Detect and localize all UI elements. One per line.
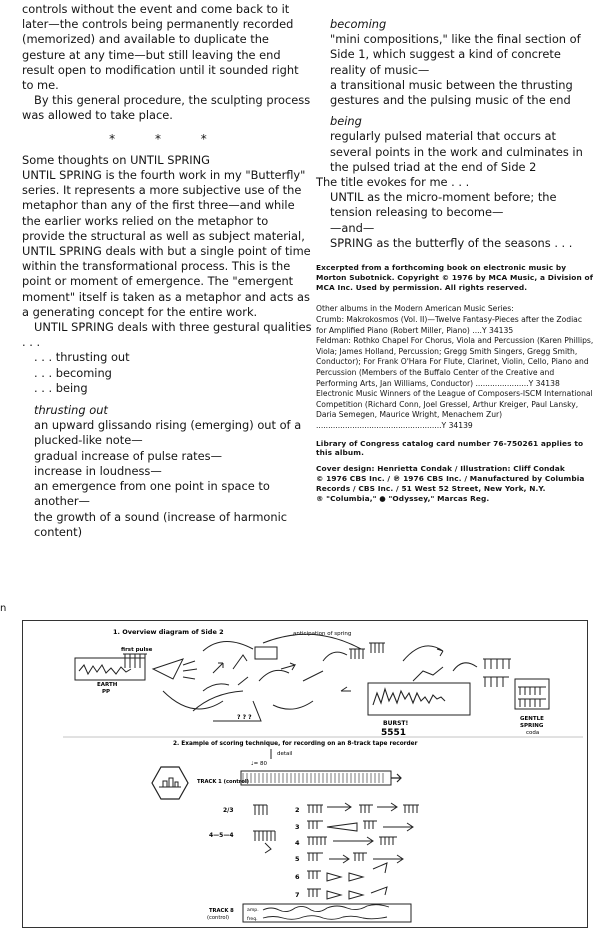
section-heading: Some thoughts on UNTIL SPRING [22,152,210,167]
thrusting-item-5: the growth of a sound (increase of harmonic content) [34,509,288,539]
paragraph-controls: controls without the event and come back to it later—the controls being permanently recorded (memorized) and available to duplicate the gesture at any time—but still leaving the end result open to modification until it sounded right to me. [22,2,299,93]
copyright-line: © 1976 CBS Inc. / ℗ 1976 CBS Inc. / Manufactured by Columbia Records / CBS Inc. / 51 West 52 Street, New York, N.Y. [316,473,585,493]
freq-label: freq. [247,917,258,922]
evokes-item-3: SPRING as the butterfly of the seasons . . . [330,235,573,250]
other-albums-heading: Other albums in the Modern American Music Series: [316,304,514,314]
track-num-7: 7 [295,891,300,899]
pulse-combs [349,643,511,687]
thrusting-item-1: an upward glissando rising (emerging) out of a plucked-like note— [34,418,302,448]
album-crumb: Crumb: Makrokosmos (Vol. II)—Twelve Fantasy-Pieces after the Zodiac for Amplified Piano (Robert Miller, Piano) ....Y 34135 [316,315,583,335]
amp-curve [263,905,389,912]
pp-label: PP [102,689,111,695]
stray-character: n [0,603,7,614]
quality-being: . . . being [34,380,88,395]
track1-label: TRACK 1 (control) [197,779,250,785]
first-pulse-comb [123,654,147,668]
subheading-being: being [330,114,362,129]
section-divider: * * * [109,131,225,146]
left-column [22,0,312,540]
tempo-label: ♩= 80 [251,761,267,767]
paragraph-until-spring: UNTIL SPRING is the fourth work in my "Butterfly" series. It represents a more subjective use of the metaphor than any of the first three—and while the earlier works relied on the metaphor to provide the structural as well as subject material, UNTIL SPRING deals with but a single point of time within the transformational process. This is the point or moment of emergence. The "emergent moment" itself is taken as a metaphor and acts as a generating concept for the entire work. [22,168,311,319]
burst-number: 5551 [381,728,407,738]
detail-label: detail [277,751,293,757]
scoring-heading: 2. Example of scoring technique, for recording on an 8-track tape recorder [173,741,418,747]
burst-box [368,683,470,715]
spring-label: SPRING [520,723,544,729]
track1-ticks [243,773,383,783]
excerpt-note: Excerpted from a forthcoming book on electronic music by Morton Subotnick. Copyright © 1976 by MCA Music, a Division of MCA Inc. Used by permission. All rights reserved. [316,263,594,292]
quality-becoming: . . . becoming [34,365,112,380]
evokes-item-2: —and— [330,220,375,235]
ratio-2-3: 2/3 [223,807,234,814]
overview-heading: 1. Overview diagram of Side 2 [113,628,224,636]
gentle-label: GENTLE [520,716,544,722]
track-num-6: 6 [295,873,300,881]
ratio-4-5-4: 4—5—4 [209,832,234,839]
subheading-becoming: becoming [330,17,387,31]
track-num-5: 5 [295,855,300,863]
thrusting-item-3: increase in loudness— [34,463,162,478]
being-item-1: regularly pulsed material that occurs at several points in the work and culminates in the pulsed triad at the end of Side 2 [330,129,583,174]
paragraph-qualities: UNTIL SPRING deals with three gestural qualities . . . [22,320,312,350]
score-notation [253,803,419,899]
becoming-item-1: "mini compositions," like the final section of Side 1, which suggest a kind of concrete reality of music— [330,32,581,77]
cover-credit: Cover design: Henrietta Condak / Illustration: Cliff Condak [316,464,565,474]
title-evokes: The title evokes for me . . . [316,175,470,190]
skyline-icon [159,778,181,787]
score-diagram [22,620,588,928]
thrusting-item-2: gradual increase of pulse rates— [34,448,222,463]
evokes-item-1: UNTIL as the micro-moment before; the tension releasing to become— [330,190,557,220]
track8-label: TRACK 8 [209,908,234,914]
amp-label: amp. [247,908,259,913]
right-column [316,0,594,503]
anticipation-label: anticipation of spring [293,631,352,637]
hexagon-icon [152,767,188,799]
gesture-cluster [153,641,351,711]
track1-arrow [391,774,401,782]
subheading-thrusting-out: thrusting out [34,403,108,418]
coda-pulses [518,687,546,707]
track-num-4: 4 [295,839,300,847]
paragraph-procedure: By this general procedure, the sculpting process was allowed to take place. [22,93,311,123]
quality-thrusting: . . . thrusting out [34,350,130,365]
album-feldman: Feldman: Rothko Chapel For Chorus, Viola and Percussion (Karen Phillips, Viola; James Holland, Percussion; Gregg Smith Singers, Gregg Smith, Conductor); For Frank O'Hara For Flute, Clarinet, Violin, Cello, Piano and Percussion (Members of the Buffalo Center of the Creative and Performing Arts, Jan Williams, Conductor) ......................Y 34138 [316,336,594,388]
earth-wave [79,665,131,674]
library-of-congress: Library of Congress catalog card number 76-750261 applies to this album. [316,438,584,458]
track1-bar [241,771,391,785]
coda-label: coda [526,730,540,736]
track-num-3: 3 [295,823,300,831]
track8-sublabel: (control) [207,915,230,921]
freq-curve [263,916,387,920]
track-num-2: 2 [295,806,300,814]
earth-label: EARTH [97,682,118,688]
becoming-item-2: a transitional music between the thrusting gestures and the pulsing music of the end [330,77,573,108]
first-pulse-label: first pulse [121,647,153,653]
burst-wave [373,689,445,705]
burst-label: BURST! [383,720,409,727]
score-diagram-svg [23,621,587,927]
trademark-line: ® "Columbia," ● "Odyssey," Marcas Reg. [316,493,490,503]
thrusting-item-4: an emergence from one point in space to another— [34,479,270,509]
album-electronic: Electronic Music Winners of the League of Composers-ISCM International Competition (Richard Conn, Joel Gressel, Arthur Kreiger, Paul Lansky, Daria Semegen, Maurice Wright, Menachem Zur) ....................................................Y 34139 [316,389,593,430]
question-marks: ? ? ? [237,714,252,721]
